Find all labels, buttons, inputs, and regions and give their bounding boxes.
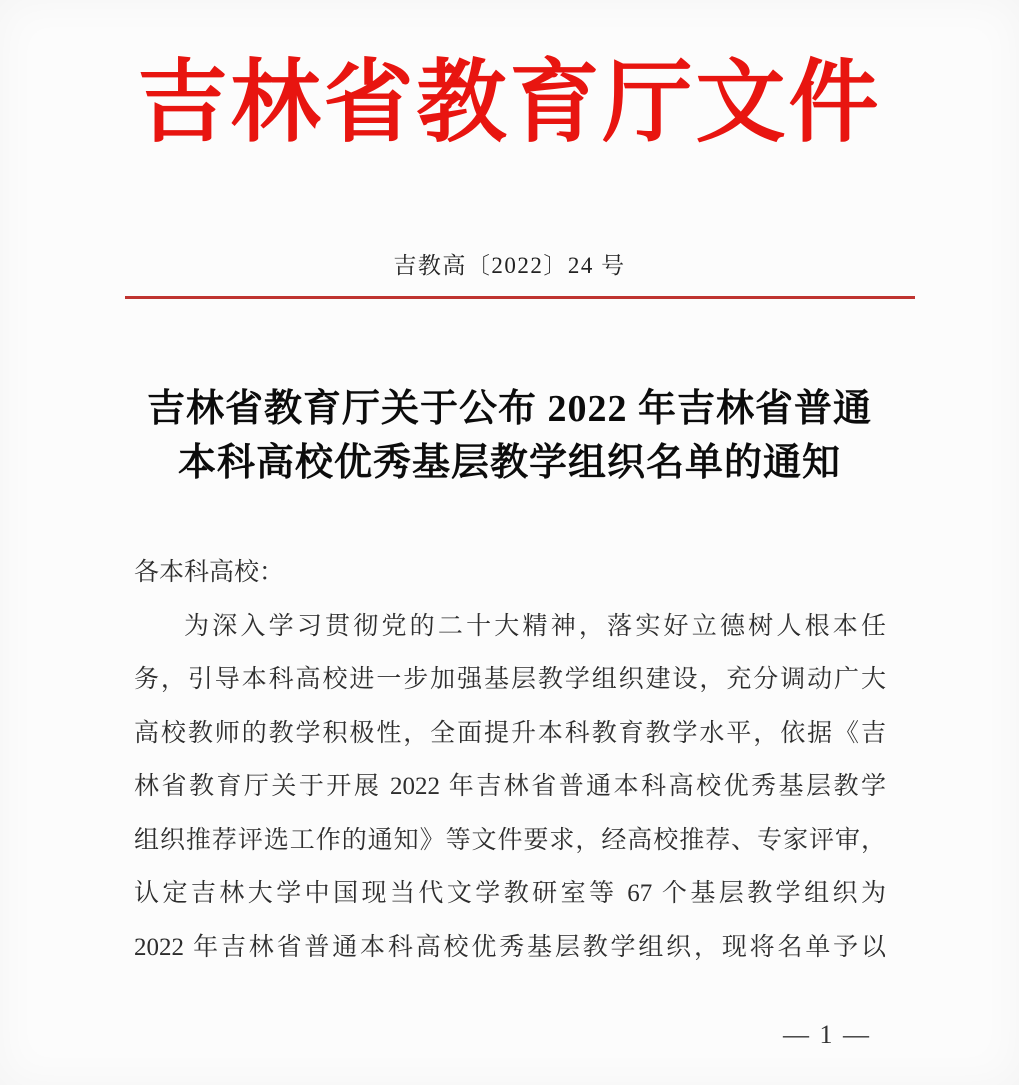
document-title bbox=[0, 382, 1019, 490]
document-body bbox=[134, 546, 886, 974]
document-number: 吉教高〔2022〕24 号 bbox=[393, 253, 626, 278]
body-line: 林省教育厅关于开展 2022 年吉林省普通本科高校优秀基层教学 bbox=[134, 773, 886, 800]
body-line: 高校教师的教学积极性，全面提升本科教育教学水平，依据《吉 bbox=[134, 719, 886, 747]
document-title-line-1: 吉林省教育厅关于公布 2022 年吉林省普通 bbox=[146, 388, 872, 430]
red-divider-line bbox=[125, 296, 915, 299]
document-title-line-2: 本科高校优秀基层教学组织名单的通知 bbox=[177, 442, 841, 484]
salutation: 各本科高校： bbox=[134, 559, 285, 586]
body-line: 组织推荐评选工作的通知》等文件要求，经高校推荐、专家评审， bbox=[134, 826, 886, 854]
page-number: — 1 — bbox=[783, 1020, 871, 1049]
letterhead-title: 吉林省教育厅文件 bbox=[137, 54, 882, 153]
body-line: 务，引导本科高校进一步加强基层教学组织建设，充分调动广大 bbox=[134, 666, 886, 693]
body-line: 认定吉林大学中国现当代文学教研室等 67 个基层教学组织为 bbox=[134, 880, 886, 907]
body-line: 2022 年吉林省普通本科高校优秀基层教学组织，现将名单予以 bbox=[134, 933, 886, 961]
body-line: 为深入学习贯彻党的二十大精神，落实好立德树人根本任 bbox=[184, 612, 886, 640]
